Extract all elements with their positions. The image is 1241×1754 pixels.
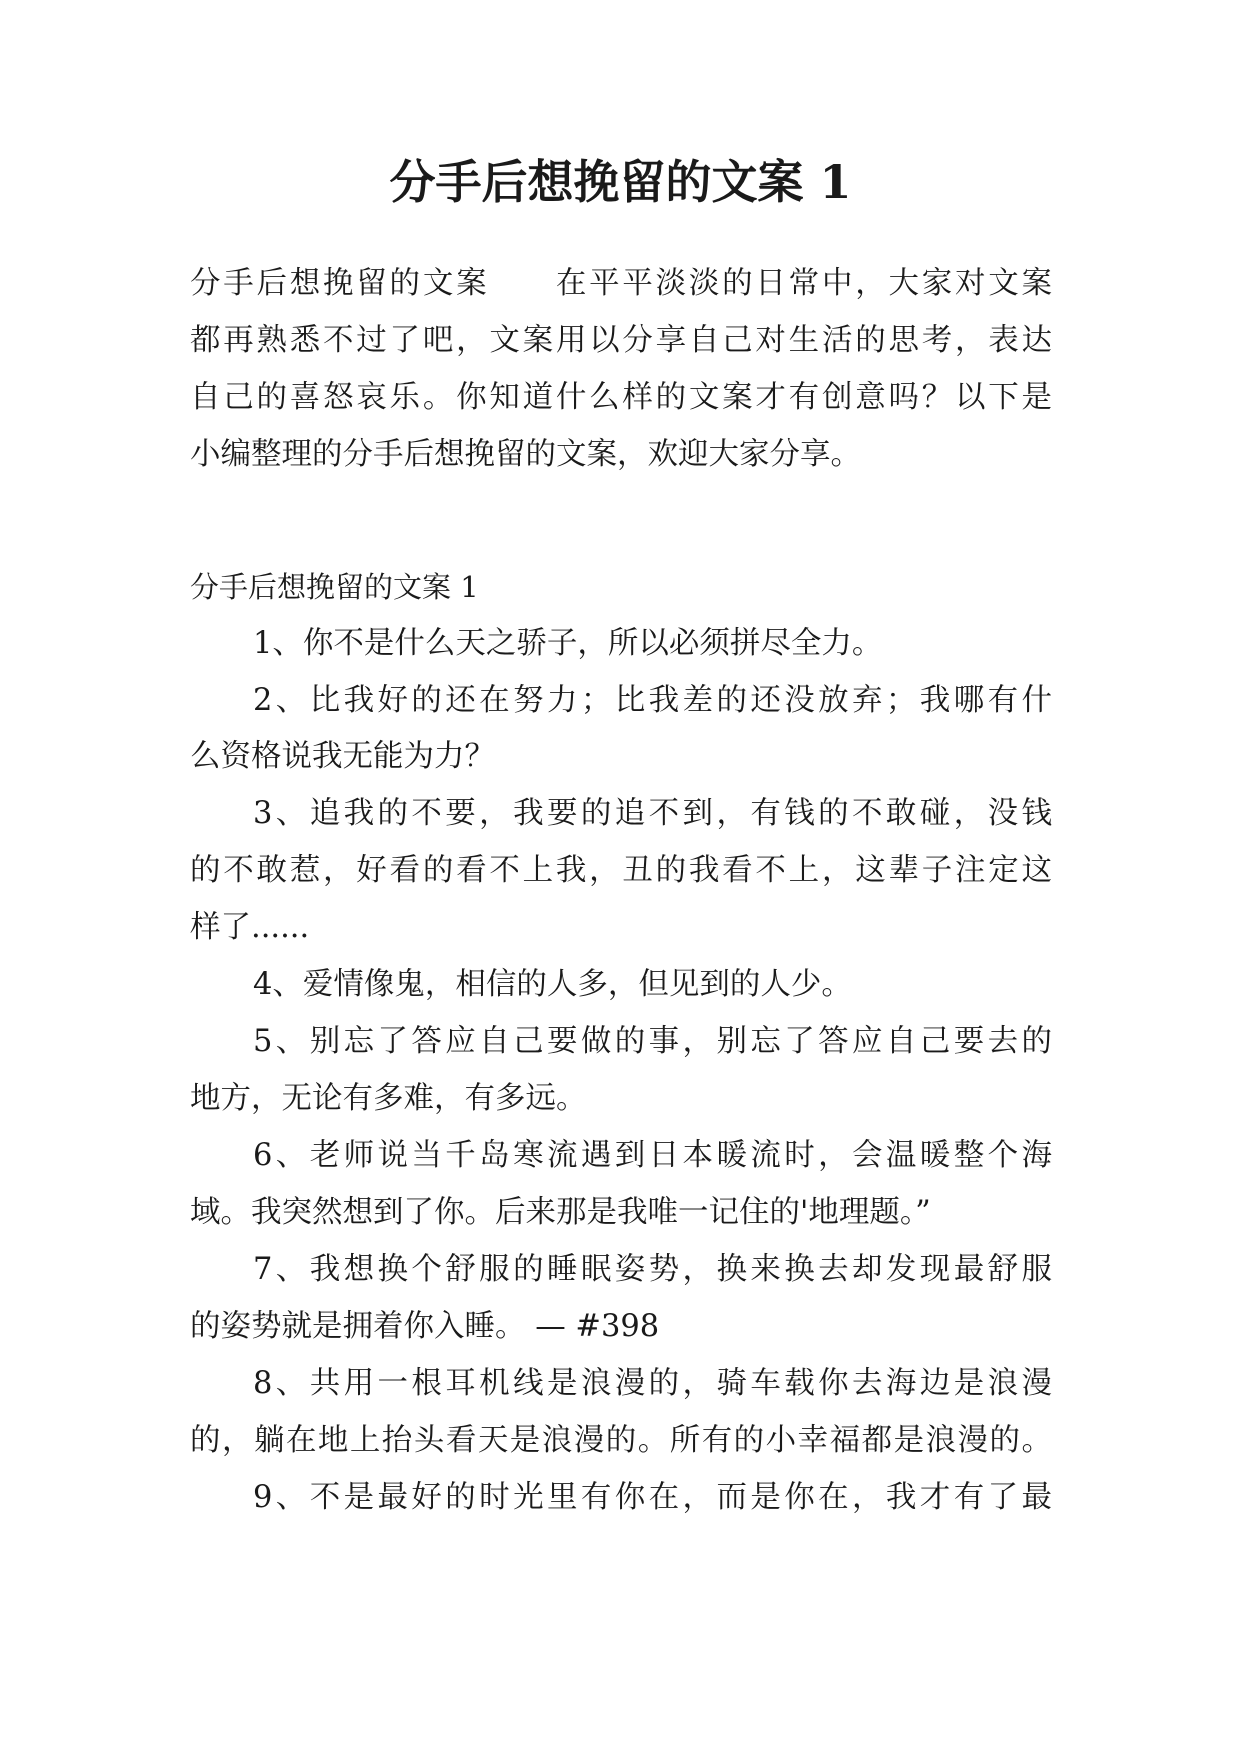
list-item: 6、老师说当千岛寒流遇到日本暖流时，会温暖整个海 bbox=[253, 1138, 1052, 1173]
list-item-continuation: 的，躺在地上抬头看天是浪漫的。所有的小幸福都是浪漫的。 bbox=[190, 1423, 1052, 1458]
list-item-continuation: 么资格说我无能为力？ bbox=[190, 739, 495, 774]
list-item: 9、不是最好的时光里有你在，而是你在，我才有了最 bbox=[253, 1480, 1052, 1515]
intro-line: 分手后想挽留的文案 在平平淡淡的日常中，大家对文案 bbox=[190, 266, 1052, 301]
list-item: 7、我想换个舒服的睡眠姿势，换来换去却发现最舒服 bbox=[253, 1252, 1052, 1287]
intro-line: 小编整理的分手后想挽留的文案，欢迎大家分享。 bbox=[190, 437, 861, 472]
list-item: 2、比我好的还在努力；比我差的还没放弃；我哪有什 bbox=[253, 683, 1052, 718]
list-item: 3、追我的不要，我要的追不到，有钱的不敢碰，没钱 bbox=[253, 796, 1052, 831]
page-title: 分手后想挽留的文案 1 bbox=[389, 155, 852, 209]
list-item-continuation: 的不敢惹，好看的看不上我，丑的我看不上，这辈子注定这 bbox=[190, 853, 1052, 888]
list-item: 4、爱情像鬼，相信的人多，但见到的人少。 bbox=[253, 967, 852, 1002]
list-item: 5、别忘了答应自己要做的事，别忘了答应自己要去的 bbox=[253, 1024, 1052, 1059]
list-item: 8、共用一根耳机线是浪漫的，骑车载你去海边是浪漫 bbox=[253, 1366, 1052, 1401]
list-item-continuation: 域。我突然想到了你。后来那是我唯一记住的'地理题。” bbox=[190, 1195, 931, 1230]
intro-line: 都再熟悉不过了吧，文案用以分享自己对生活的思考，表达 bbox=[190, 323, 1052, 358]
list-item-continuation: 样了...... bbox=[190, 910, 310, 945]
intro-line: 自己的喜怒哀乐。你知道什么样的文案才有创意吗？以下是 bbox=[190, 380, 1052, 415]
section-heading: 分手后想挽留的文案 1 bbox=[190, 570, 479, 604]
list-item-continuation: 的姿势就是拥着你入睡。 — #398 bbox=[190, 1309, 660, 1344]
list-item: 1、你不是什么天之骄子，所以必须拼尽全力。 bbox=[253, 626, 883, 661]
list-item-continuation: 地方，无论有多难，有多远。 bbox=[190, 1081, 587, 1116]
